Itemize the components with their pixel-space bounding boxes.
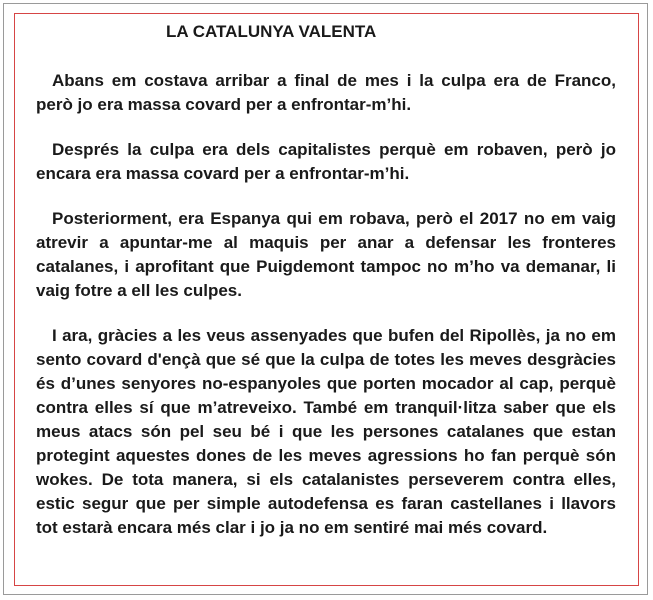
document-title: LA CATALUNYA VALENTA [166, 22, 377, 41]
paragraph-2: Després la culpa era dels capitalistes perquè em robaven, però jo encara era massa covard per a enfrontar-m’hi. [36, 140, 616, 183]
paragraph-3: Posteriorment, era Espanya qui em robava, però el 2017 no em vaig atrevir a apuntar-me al maquis per anar a defensar les fronteres catalanes, i aprofitant que Puigdemont tampoc no m’ho va demanar, li vaig fotre a ell les culpes. [36, 209, 616, 300]
paragraph-1: Abans em costava arribar a final de mes i la culpa era de Franco, però jo era massa covard per a enfrontar-m’hi. [36, 71, 616, 114]
paragraph-4: I ara, gràcies a les veus assenyades que bufen del Ripollès, ja no em sento covard d'ençà que sé que la culpa de totes les meves desgràcies és d’unes senyores no-espanyoles que porten mocador al cap, perquè contra elles sí que m’atreveixo. També em tranquil·litza saber que els meus atacs són pel seu bé i que les persones catalanes que estan protegint aquestes dones de les meves agressions ho fan perquè són wokes. De tota manera, si els catalanistes perseverem contra elles, estic segur que per simple autodefensa es faran castellanes i llavors tot estarà encara més clar i jo ja no em sentiré mai més covard. [36, 326, 616, 537]
document-body [36, 69, 616, 561]
